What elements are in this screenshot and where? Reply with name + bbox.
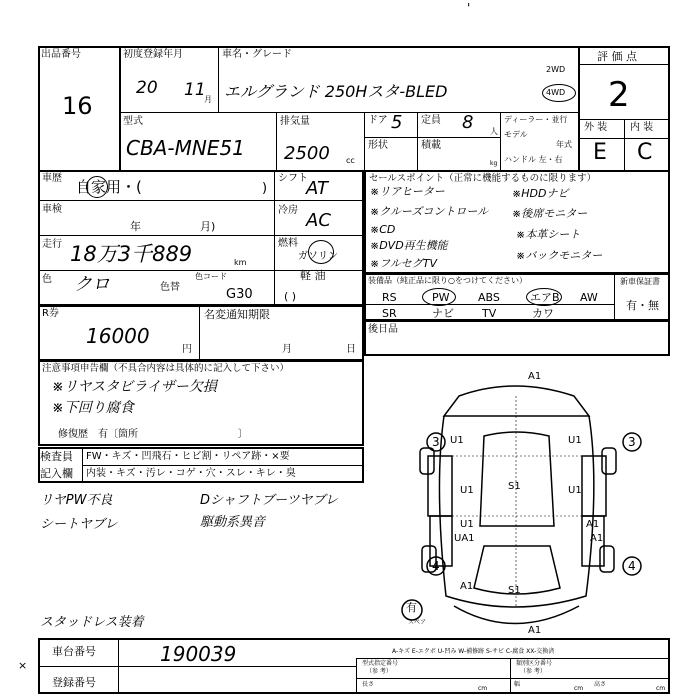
month-unit: 月	[204, 95, 212, 104]
load-unit: kg	[490, 160, 498, 167]
sales-point-4: ※DVD再生機能	[370, 239, 448, 252]
length-unit: cm	[478, 685, 488, 692]
spare-sub: スペア	[408, 619, 427, 626]
warranty-value: 有・無	[626, 299, 659, 312]
model-year-label: モデル	[504, 130, 528, 139]
type-label: 型式	[123, 116, 143, 127]
tire-rr: 4	[628, 559, 636, 573]
inspector-note-4: 駆動系異音	[200, 515, 266, 530]
mark-a1-rr: A1	[586, 519, 600, 530]
color-label: 色	[42, 274, 52, 285]
inspector-note-1: リヤPW不良	[40, 493, 113, 508]
history-value: 自家用・(	[76, 178, 142, 196]
r-ticket-value: 16000	[86, 324, 150, 348]
reg-month: 11	[184, 80, 206, 100]
exterior-label: 外 装	[584, 122, 608, 133]
mark-u1-ml: U1	[460, 485, 474, 496]
inspection-month: 月)	[200, 220, 216, 233]
fuel-value: ガソリン	[298, 251, 338, 262]
inspector-note-2: シートヤブレ	[40, 517, 118, 532]
equip-abs: ABS	[478, 291, 500, 304]
class-label: 類別区分番号	[516, 660, 553, 667]
chassis-label: 車台番号	[52, 645, 96, 658]
equip-tv: TV	[482, 307, 497, 320]
note-1: ※リヤスタビライザー欠損	[52, 379, 217, 395]
shift-label: シフト	[278, 173, 308, 184]
width-unit: cm	[574, 685, 584, 692]
inspection-label: 車検	[42, 204, 62, 215]
interior-label: 内 装	[630, 122, 654, 133]
drive-4wd: 4WD	[546, 88, 566, 97]
equipment-label: 装備品（純正品に限り○をつけてください）	[368, 276, 527, 285]
sales-point-7: ※後席モニター	[512, 207, 588, 220]
drive-4wd-circle	[542, 84, 576, 102]
equip-aw: AW	[580, 291, 598, 304]
drive-2wd: 2WD	[546, 65, 566, 74]
mark-u1-fl: U1	[450, 435, 464, 446]
mileage-value: 18万3千889	[70, 242, 193, 266]
legend: A-キズ E-エクボ U-凹み W-補修跡 S-サビ C-腐食 XX-交換済	[392, 648, 555, 655]
model-value: エルグランド 250Hスタ-BLED	[224, 82, 448, 101]
rear-label: 後日品	[368, 324, 398, 335]
displacement-label: 排気量	[280, 116, 310, 127]
height-label: 高さ	[594, 681, 607, 688]
defect-row-1: FW・キズ・凹飛石・ヒビ割・リペア跡・×要	[86, 451, 290, 462]
inspector-label: 検査員	[40, 450, 73, 463]
load-label: 積載	[421, 140, 441, 151]
defect-row-2: 内装・キズ・汚レ・コゲ・穴・スレ・キレ・臭	[86, 468, 296, 479]
color-value: クロ	[74, 274, 110, 295]
sales-point-9: ※バックモニター	[516, 249, 603, 262]
spare-value: 有	[406, 601, 417, 614]
mark-s1-rear: S1	[508, 585, 521, 596]
model-year-unit: 年式	[556, 140, 572, 149]
displacement-unit: cc	[346, 156, 355, 165]
tax-label: 名変通知期限	[204, 308, 270, 321]
capacity-unit: 人	[490, 127, 498, 136]
inspection-year: 年	[130, 220, 141, 233]
equip-airbag-circle	[526, 288, 562, 306]
grade-value: 2	[608, 75, 630, 115]
damage-diagram	[364, 356, 670, 652]
mark-s1-roof: S1	[508, 481, 521, 492]
sales-point-5: ※フルセグTV	[370, 257, 438, 270]
reg-year: 20	[136, 78, 158, 98]
rear-frame	[364, 320, 670, 356]
mark-ua1: UA1	[454, 533, 475, 544]
history-label: 車歴	[42, 173, 62, 184]
handle-label: ハンドル 左・右	[504, 155, 563, 164]
capacity-value: 8	[462, 112, 474, 133]
mileage-unit: km	[234, 258, 247, 267]
mark-u1-rl: U1	[460, 519, 474, 530]
sales-points-label: セールスポイント（正常に機能するものに限ります）	[369, 173, 597, 184]
equip-rs: RS	[382, 291, 397, 304]
tire-rl: 4	[432, 559, 440, 573]
dealer-label: ディーラー・並行	[504, 115, 568, 124]
mark-a1-bl: A1	[460, 581, 474, 592]
sales-point-6: ※HDDナビ	[512, 187, 569, 200]
warranty-label: 新車保証書	[620, 277, 660, 286]
equip-pw: PW	[432, 291, 450, 304]
shift-value: AT	[306, 178, 328, 199]
shape-label: 形状	[368, 140, 388, 151]
interior-grade: C	[637, 140, 653, 165]
fuel-alt: 軽 油	[300, 269, 326, 282]
doors-label: ドア	[368, 115, 388, 126]
side-mark: ×	[18, 659, 28, 672]
equip-pw-circle	[422, 288, 456, 306]
mark-u1-mr: U1	[568, 485, 582, 496]
color-code-paren: ( )	[284, 290, 297, 303]
equip-navi: ナビ	[432, 307, 454, 320]
entry-label: 記入欄	[40, 467, 73, 480]
note-2: ※下回り腐食	[52, 400, 134, 416]
equip-sr: SR	[382, 307, 397, 320]
lot-label: 出品番号	[41, 49, 81, 60]
r-ticket-unit: 円	[182, 344, 192, 355]
reg-number-label: 登録番号	[52, 676, 96, 689]
top-mark: '	[467, 1, 471, 15]
tire-fl: 3	[432, 435, 440, 449]
mark-u1-fr: U1	[568, 435, 582, 446]
length-label: 長さ	[362, 681, 375, 688]
mark-front-a1: A1	[528, 371, 542, 382]
equip-airbag: エアB	[530, 291, 560, 304]
doors-value: 5	[391, 112, 403, 133]
color-code-label: 色コード	[195, 272, 227, 281]
fuel-circle	[308, 240, 334, 264]
mileage-label: 走行	[42, 239, 62, 250]
sales-point-1: ※リアヒーター	[370, 185, 445, 198]
spec-label: 型式指定番号	[362, 660, 399, 667]
notes-label: 注意事項申告欄（不具合内容は具体的に記入して下さい）	[42, 363, 290, 374]
color-change-label: 色替	[160, 282, 180, 293]
grade-label: 評 価 点	[597, 50, 637, 63]
tax-month: 月	[282, 344, 292, 355]
height-unit: cm	[656, 685, 666, 692]
exterior-grade: E	[593, 140, 607, 165]
repair-history: 修復歴 有〔箇所 〕	[58, 429, 248, 440]
sales-point-3: ※CD	[370, 223, 396, 236]
ac-label: 冷房	[278, 205, 298, 216]
ac-value: AC	[306, 210, 331, 231]
sales-point-2: ※クルーズコントロール	[370, 205, 489, 218]
chassis-value: 190039	[160, 642, 237, 666]
lot-number: 16	[62, 92, 93, 120]
mark-a1-rr2: A1	[590, 533, 604, 544]
first-reg-label: 初度登録年月	[123, 49, 183, 60]
fuel-label: 燃料	[278, 238, 298, 249]
capacity-label: 定員	[421, 115, 441, 126]
width-label: 幅	[514, 681, 521, 688]
mark-a1-back: A1	[528, 625, 542, 636]
color-code-value: G30	[226, 287, 253, 302]
studless-note: スタッドレス装着	[40, 615, 144, 630]
tire-fr: 3	[628, 435, 636, 449]
model-label: 車名・グレード	[222, 49, 292, 60]
history-close: )	[262, 181, 268, 196]
history-circle	[86, 176, 108, 198]
spec-sub: （参 考）	[366, 668, 392, 675]
r-ticket-label: R券	[42, 308, 59, 319]
displacement-value: 2500	[284, 143, 330, 164]
type-value: CBA-MNE51	[126, 136, 245, 160]
equip-leather: カワ	[532, 307, 554, 320]
tax-day: 日	[346, 344, 356, 355]
sales-point-8: ※本革シート	[516, 228, 581, 241]
inspector-note-3: Dシャフトブーツヤブレ	[200, 493, 338, 508]
class-sub: （参 考）	[520, 668, 546, 675]
